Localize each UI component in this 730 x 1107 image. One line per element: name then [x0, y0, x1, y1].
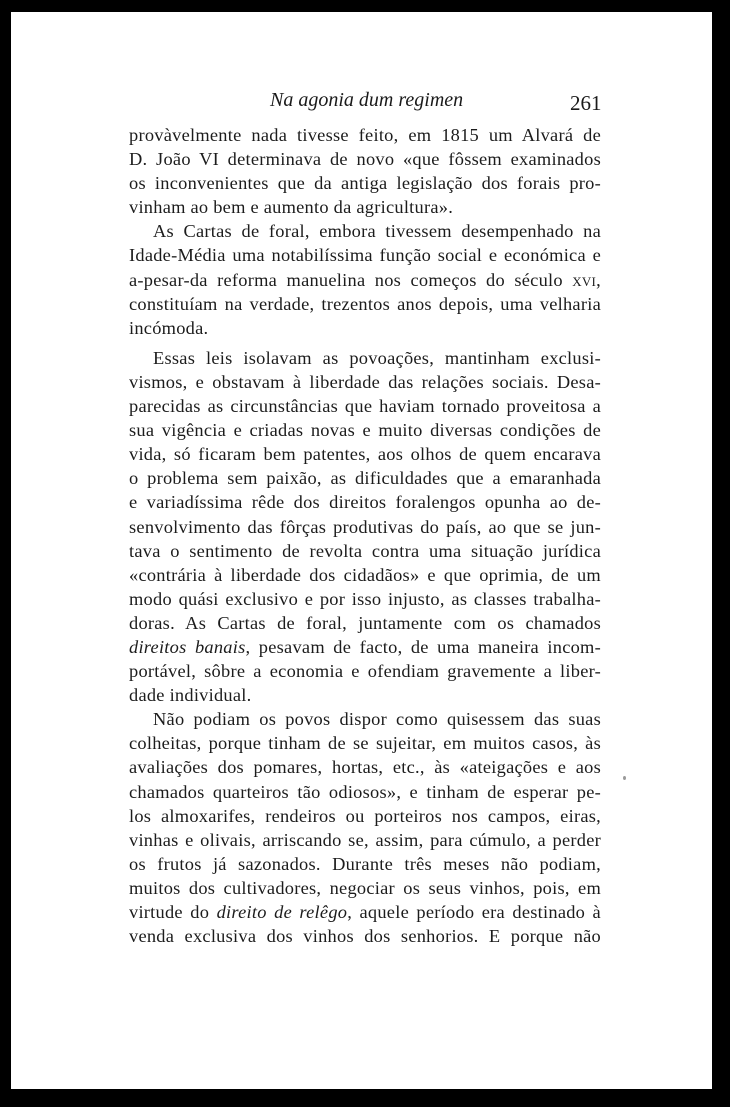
text-line: venda exclusiva dos vinhos dos senhorios. E porque não: [129, 926, 601, 947]
text-line: Essas leis isolavam as povoações, mantinham exclusi-: [153, 347, 601, 368]
text-line: tava o sentimento de revolta contra uma situação jurídica: [129, 540, 601, 561]
paragraph-4: [129, 707, 601, 948]
text-line: o problema sem paixão, as dificuldades que a emaranhada: [129, 468, 601, 489]
text-line: chamados quarteiros tão odiosos», e tinham de esperar pe-: [129, 781, 601, 802]
text-line: vinhas e olivais, arriscando se, assim, para cúmulo, a perder: [129, 829, 601, 850]
text-line-italic: virtude do direito de relêgo, aquele período era destinado à: [129, 902, 601, 922]
paragraph-1: [129, 123, 601, 219]
text-line: dade individual.: [129, 685, 252, 706]
body-text: [129, 123, 601, 948]
text-line: modo quási exclusivo e por isso injusto, as classes trabalha-: [129, 588, 601, 609]
text-line: e variadíssima rêde dos direitos foralengos opunha ao de-: [129, 492, 601, 513]
text-line: muitos dos cultivadores, negociar os seus vinhos, pois, em: [129, 877, 601, 898]
running-title: Na agonia dum regimen: [270, 89, 464, 111]
italic-phrase: direitos banais: [129, 636, 246, 657]
text-line: colheitas, porque tinham de se sujeitar, em muitos casos, às: [129, 733, 601, 754]
text-line: vinham ao bem e aumento da agricultura».: [129, 197, 454, 218]
text-line: os inconvenientes que da antiga legislação dos forais pro-: [129, 173, 601, 194]
text-line: los almoxarifes, rendeiros ou porteiros nos campos, eiras,: [129, 805, 601, 826]
text-line: vismos, e obstavam à liberdade das relações sociais. Desa-: [129, 371, 601, 392]
italic-phrase: direito de relêgo: [216, 902, 348, 922]
paper-speck: [623, 776, 626, 780]
text-line: avaliações dos pomares, hortas, etc., às «ateigações e aos: [129, 757, 601, 778]
text-line: a-pesar-da reforma manuelina nos começos do século xvi,: [129, 269, 601, 290]
text-line-italic: direitos banais, pesavam de facto, de uma maneira incom-: [129, 636, 601, 657]
text-line: constituíam na verdade, trezentos anos depois, uma velharia: [129, 293, 601, 314]
text-line: incómoda.: [129, 317, 209, 338]
text-line: senvolvimento das fôrças produtivas do país, ao que se jun-: [129, 516, 601, 537]
text-line: «contrária à liberdade dos cidadãos» e que oprimia, de um: [129, 564, 601, 585]
text-line: os frutos já sazonados. Durante três meses não podiam,: [129, 853, 601, 874]
text-line: vida, só ficaram bem patentes, aos olhos de quem encarava: [129, 444, 601, 465]
page-number: 261: [570, 91, 602, 115]
text-line: provàvelmente nada tivesse feito, em 1815 um Alvará de: [129, 125, 601, 145]
text-line: Idade-Média uma notabilíssima função social e económica e: [129, 245, 601, 266]
text-line: D. João VI determinava de novo «que fôssem examinados: [129, 149, 601, 170]
text-line: sua vigência e criadas novas e muito diversas condições de: [129, 420, 601, 441]
text-line: As Cartas de foral, embora tivessem desempenhado na: [153, 221, 601, 242]
paragraph-2: [129, 219, 601, 339]
book-page: [11, 12, 712, 1089]
text-line: Não podiam os povos dispor como quisessem das suas: [153, 709, 601, 730]
page-header: [11, 89, 712, 117]
text-line: parecidas as circunstâncias que haviam tornado proveitosa a: [129, 396, 601, 417]
text-line: portável, sôbre a economia e ofendiam gravemente a liber-: [129, 661, 601, 682]
paragraph-3: [129, 346, 601, 707]
text-line: doras. As Cartas de foral, juntamente com os chamados: [129, 612, 601, 633]
roman-numeral: xvi: [572, 269, 597, 290]
